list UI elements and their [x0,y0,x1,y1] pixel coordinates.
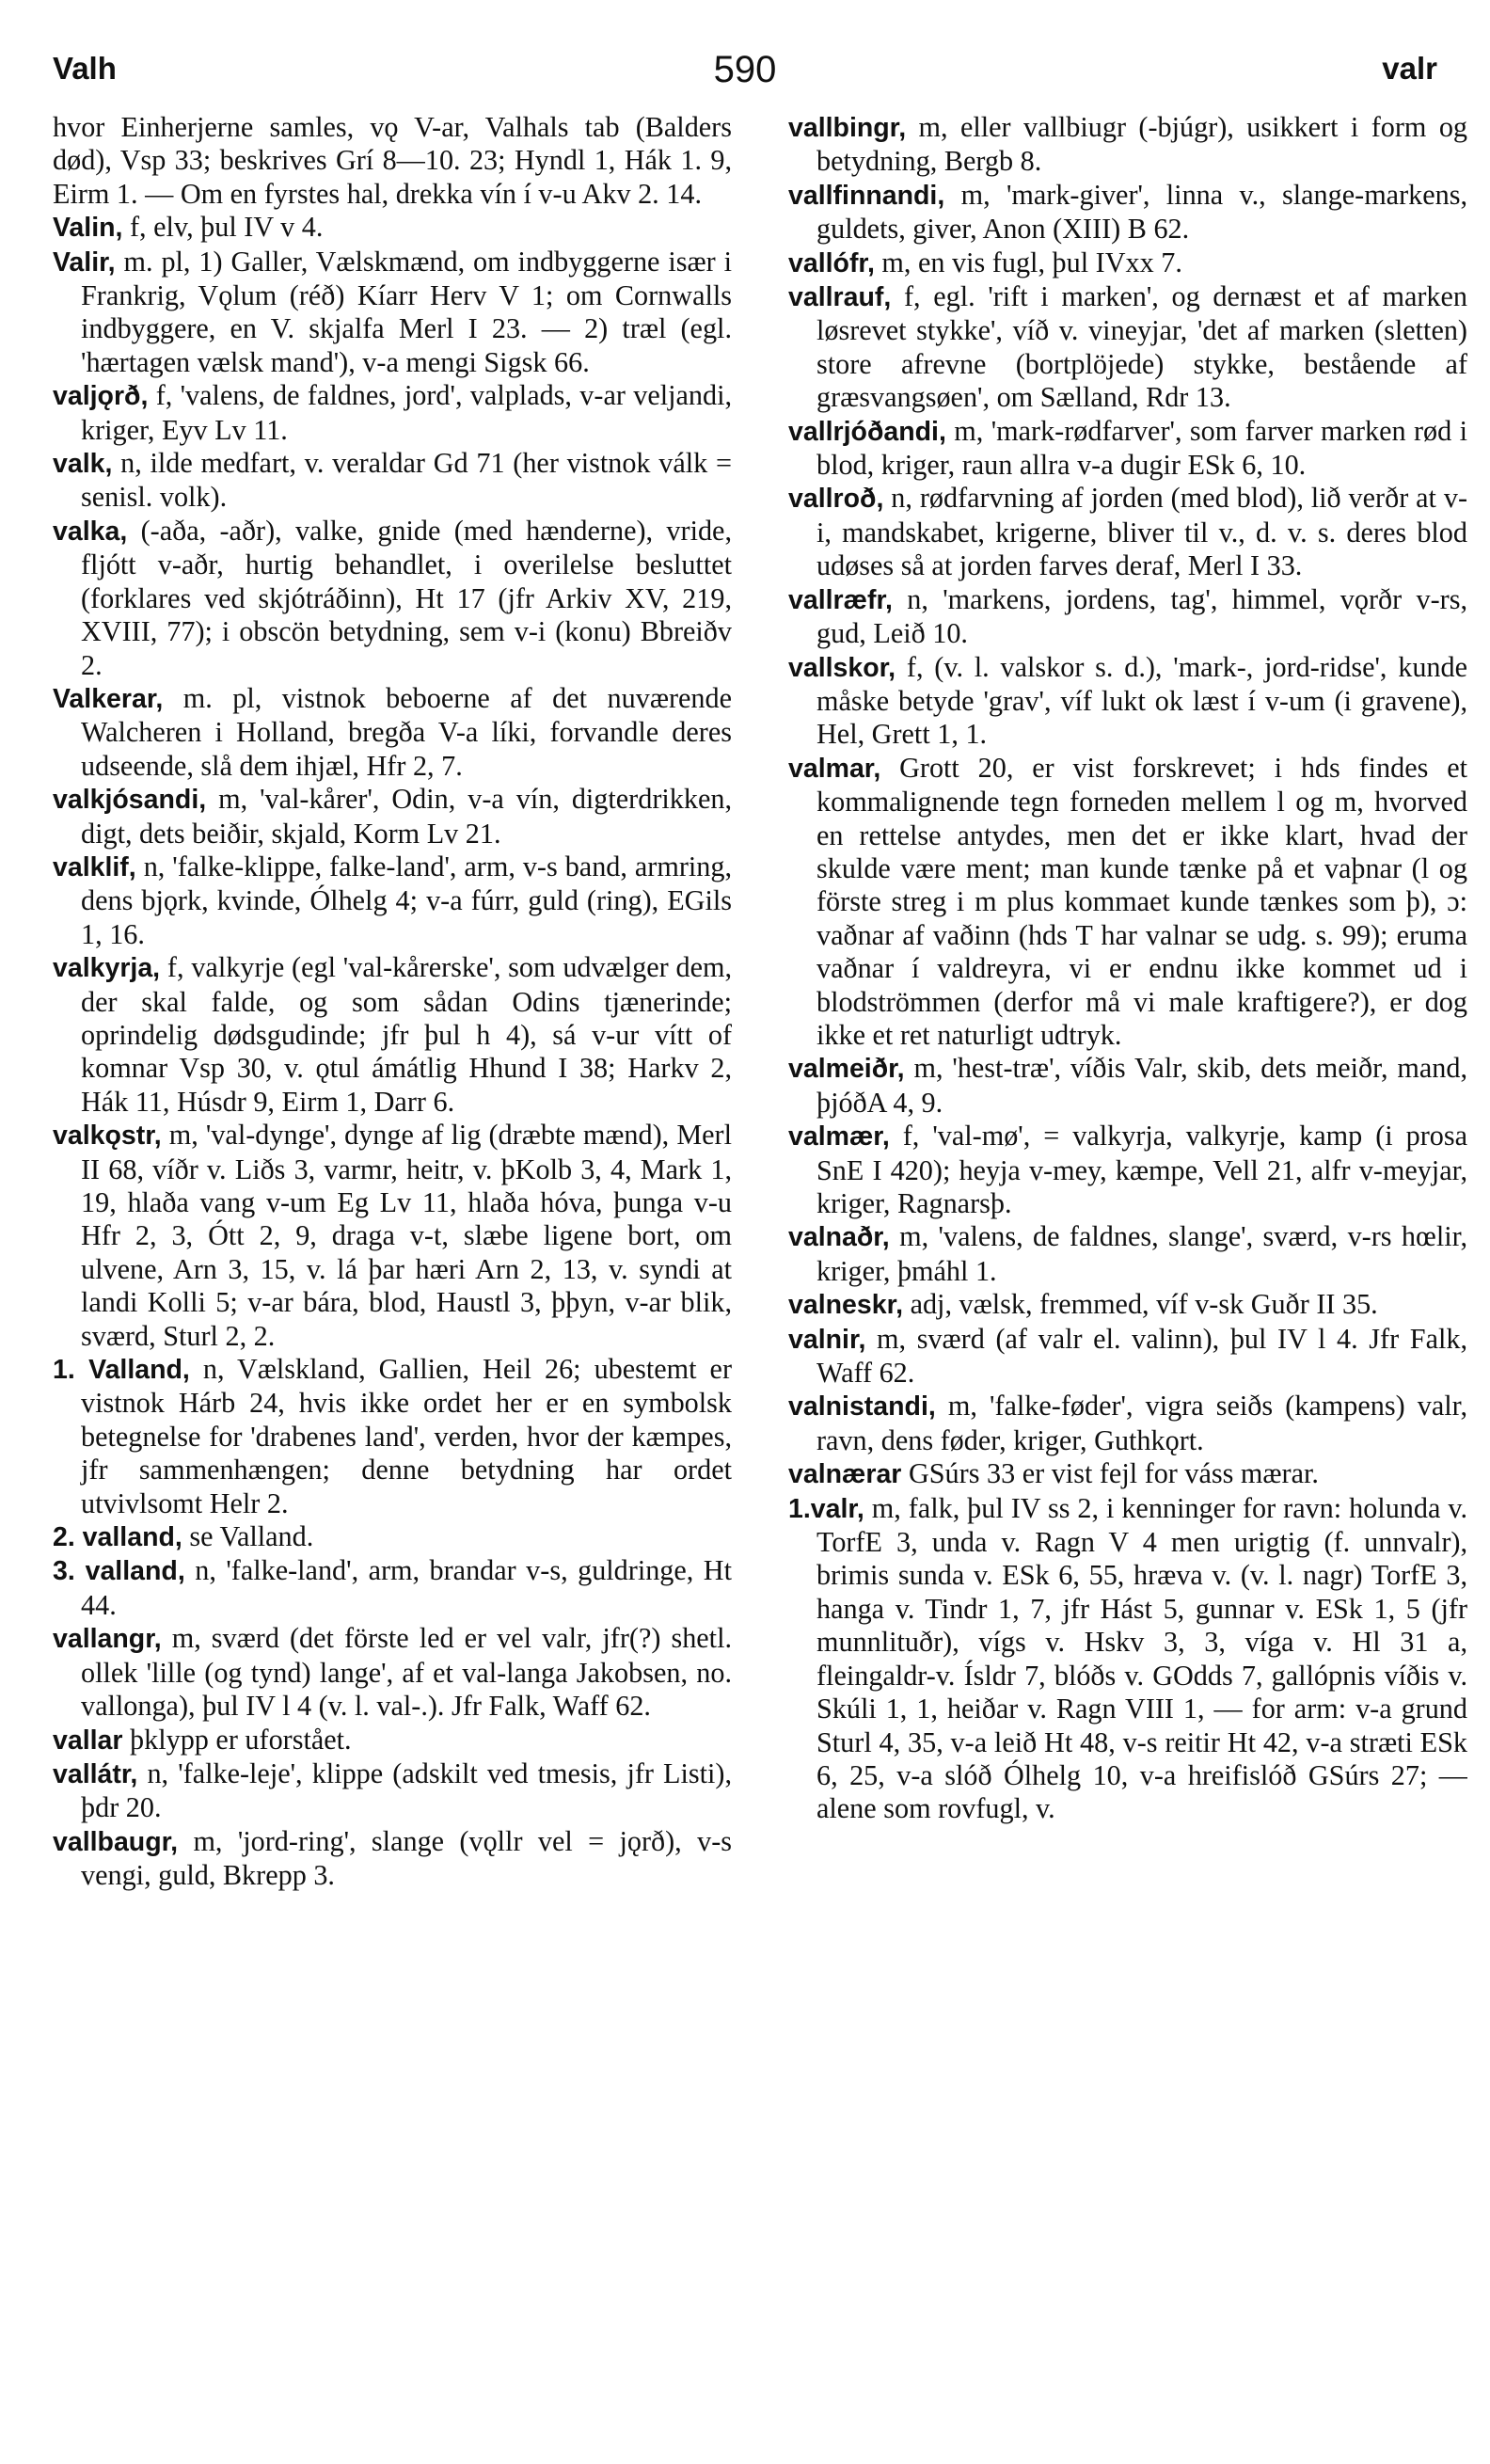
entry-definition: n, rødfarvning af jorden (med blod), lið verðr at v-i, mandskabet, krigerne, bliver til v., d. v. s. deres blod udøses så at jorden farves deraf, Merl I 33. [816,482,1467,582]
headword: valneskr, [788,1290,904,1321]
dictionary-entry [788,1492,1467,1826]
entry-definition: n, Vælskland, Gallien, Heil 26; ubestemt er vistnok Hárb 24, hvis ikke ordet her er en symbolsk betegnelse for 'drabenes land', verden, hvor der kæmpes, jfr sammenhængen; denne betydning har ordet utvivlsomt Helr 2. [81,1353,732,1519]
entry-definition: m, 'val-kårer', Odin, v-a vín, digterdrikken, digt, dets beiðir, skjald, Korm Lv 21. [81,783,732,850]
dictionary-entry [788,1457,1467,1491]
entry-definition: m, 'falke-føder', vigra seiðs (kampens) valr, ravn, dens føder, kriger, Guthkǫrt. [816,1390,1467,1456]
entry-definition: adj, vælsk, fremmed, víf v-sk Guðr II 35. [910,1288,1378,1321]
left-column [53,111,732,2435]
dictionary-entry [53,850,732,951]
entry-definition: (-aða, -aðr), valke, gnide (med hænderne), vride, fljótt v-aðr, hurtig behandlet, i overilelse besluttet (forklares ved skjótráðinn), Ht 17 (jfr Arkiv XV, 219, XVIII, 77); i obscön betydning, sem v-i (konu) Bbreiðv 2. [81,514,732,681]
entry-definition: m, sværd (af valr el. valinn), þul IV l 4. Jfr Falk, Waff 62. [816,1322,1467,1390]
entry-definition: n, ilde medfart, v. veraldar Gd 71 (her vistnok válk = senisl. volk). [81,447,732,514]
right-column [788,111,1467,2435]
dictionary-entry [788,280,1467,415]
dictionary-entry [53,951,732,1119]
headword: Valin, [53,213,123,244]
dictionary-entry [788,1390,1467,1457]
headword: valmar, [788,753,881,784]
entry-definition: n, 'falke-leje', klippe (adskilt ved tmesis, jfr Listi), þdr 20. [81,1757,732,1824]
dictionary-entry [788,583,1467,651]
dictionary-entry [788,1052,1467,1120]
headword: valmær, [788,1121,890,1153]
headword: vallangr, [53,1624,162,1655]
headword: valkǫstr, [53,1121,162,1152]
dictionary-entry [788,482,1467,582]
entry-definition: m, eller vallbiugr (-bjúgr), usikkert i form og betydning, Bergb 8. [816,111,1467,178]
dictionary-entry [788,1288,1467,1322]
entry-definition: m, 'jord-ring', slange (vǫllr vel = jǫrð), v-s vengi, guld, Bkrepp 3. [81,1824,732,1892]
headword: vallskor, [788,652,896,683]
dictionary-entry [53,1119,732,1353]
dictionary-entry [788,1323,1467,1391]
dictionary-entry [53,1622,732,1723]
headword: valka, [53,516,128,547]
entry-definition: þklypp er uforstået. [130,1723,352,1756]
headword: 2. valland, [53,1522,182,1553]
entry-definition: f, 'valens, de faldnes, jord', valplads, v-ar veljandi, kriger, Eyv Lv 11. [81,379,732,446]
dictionary-entry [788,752,1467,1053]
dictionary-entry [788,651,1467,752]
dictionary-entry [53,447,732,515]
headword: 3. valland, [53,1556,185,1587]
headword: valjǫrð, [53,381,149,412]
headword: valnir, [788,1324,866,1355]
dictionary-entry [53,111,732,211]
headword: valnærar [788,1459,902,1490]
dictionary-entry [53,1825,732,1893]
dictionary-entry [53,1520,732,1554]
headword: valnistandi, [788,1391,936,1423]
entry-definition: n, 'falke-land', arm, brandar v-s, guldringe, Ht 44. [81,1554,732,1621]
dictionary-entry [53,1554,732,1622]
page-number: 590 [713,49,777,90]
entry-definition: m, 'val-dynge', dynge af lig (dræbte mænd), Merl II 68, víðr v. Liðs 3, varmr, heitr, v. þKolb 3, 4, Mark 1, 19, hlaða vang v-um Eg Lv 11, hlaða hóva, þunga v-u Hfr 2, 3, Ótt 2, 9, draga v-t, slæbe ligene bort, om ulvene, Arn 3, 15, v. lá þar hæri Arn 2, 13, v. syndi at landi Kolli 5; v-ar bára, blod, Haustl 3, þþyn, v-ar blik, sværd, Sturl 2, 2. [81,1119,732,1352]
entry-definition: f, (v. l. valskor s. d.), 'mark-, jord-ridse', kunde måske betyde 'grav', víf lukt ok læst í v-um (i gravene), Hel, Grett 1, 1. [816,650,1467,751]
dictionary-entry [788,1220,1467,1288]
dictionary-entry [788,246,1467,280]
dictionary-entry [788,111,1467,179]
page-header [53,45,1437,102]
entry-definition: m, 'mark-giver', linna v., slange-markens, guldets, giver, Anon (XIII) B 62. [816,178,1467,246]
dictionary-entry [53,682,732,783]
headword: Valkerar, [53,683,164,714]
dictionary-entry [788,179,1467,246]
running-head-right: valr [1382,51,1437,86]
dictionary-entry [788,415,1467,483]
dictionary-entry [53,211,732,245]
entry-definition: se Valland. [189,1520,314,1553]
headword: vallófr, [788,247,875,278]
entry-definition: f, 'val-mø', = valkyrja, valkyrje, kamp (i prosa SnE I 420); heyja v-mey, kæmpe, Vell 21, alfr v-meyjar, kriger, Ragnarsþ. [816,1120,1467,1219]
headword: Valir, [53,246,116,278]
entry-definition: hvor Einherjerne samles, vǫ V-ar, Valhals tab (Balders død), Vsp 33; beskrives Grí 8—10. 23; Hyndl 1, Hák 1. 9, Eirm 1. — Om en fyrstes hal, drekka vín í v-u Akv 2. 14. [53,111,732,210]
dictionary-entry [53,1724,732,1757]
headword: valmeiðr, [788,1054,905,1085]
entry-definition: m, sværd (det förste led er vel valr, jfr(?) shetl. ollek 'lille (og tynd) lange', af et val-langa Jakobsen, no. vallonga), þul IV l 4 (v. l. val-.). Jfr Falk, Waff 62. [81,1622,732,1723]
headword: valklif, [53,851,136,882]
headword: valkjósandi, [53,785,207,816]
entry-definition: m, en vis fugl, þul IVxx 7. [881,246,1182,278]
dictionary-entry [53,515,732,682]
headword: vallar [53,1725,123,1756]
headword: vallbingr, [788,113,907,143]
dictionary-entry [53,379,732,447]
running-head-left: Valh [53,51,117,86]
headword: 1. Valland, [53,1355,190,1386]
entry-definition: m, 'mark-rødfarver', som farver marken rød i blod, kriger, raun allra v-a dugir ESk 6, 10. [816,414,1467,482]
headword: vallroð, [788,484,884,515]
entry-definition: f, elv, þul IV v 4. [130,211,324,244]
entry-definition: n, 'markens, jordens, tag', himmel, vǫrðr v-rs, gud, Leið 10. [816,582,1467,650]
headword: vallfinnandi, [788,180,945,211]
entry-definition: m. pl, 1) Galler, Vælskmænd, om indbyggerne især i Frankrig, Vǫlum (réð) Kíarr Herv V 1; om Cornwalls indbyggere, en V. skjalfa Merl I 23. — 2) træl (egl. 'hærtagen vælsk mand'), v-a mengi Sigsk 66. [81,245,732,378]
dictionary-entry [53,1757,732,1825]
entry-definition: m. pl, vistnok beboerne af det nuværende Walcheren i Holland, bregða V-a líki, forvandle deres udseende, slå dem ihjæl, Hfr 2, 7. [81,681,732,782]
dictionary-entry [53,783,732,850]
entry-definition: n, 'falke-klippe, falke-land', arm, v-s band, armring, dens bjǫrk, kvinde, Ólhelg 4; v-a fúrr, guld (ring), EGils 1, 16. [81,850,732,950]
entry-definition: f, valkyrje (egl 'val-kårerske', som udvælger dem, der skal falde, og som sådan Odins tjænerinde; oprindelig dødsgudinde; jfr þul h 4), sá v-ur vítt of komnar Vsp 30, v. ǫtul ámátlig Hhund I 38; Harkv 2, Hák 11, Húsdr 9, Eirm 1, Darr 6. [81,951,732,1118]
headword: valk, [53,449,113,480]
entry-definition: m, falk, þul IV ss 2, i kenninger for ravn: holunda v. TorfE 3, unda v. Ragn V 4 men urigtig (f. unnvalr), brimis sunda v. ESk 6, 55, hræva v. (v. l. nagr) TorfE 3, hanga v. Tindr 1, 7, jfr Hást 5, gunnar v. ESk 1, 5 (jfr munnlituðr), vígs v. Hskv 3, 3, víga v. Hl 31 a, fleingaldr-v. Ísldr 7, blóðs v. GOdds 7, gallópnis víðis v. Skúli 1, 1, heiðar v. Ragn VIII 1, — for arm: v-a grund Sturl 4, 35, v-a leið Ht 48, v-s reitir Ht 42, v-a stræti ESk 6, 25, v-a slóð Ólhelg 10, v-a hreifislóð GSúrs 27; — alene som rovfugl, v. [816,1491,1467,1825]
headword: vallræfr, [788,584,893,615]
dictionary-entry [788,1120,1467,1220]
dictionary-entry [53,1353,732,1520]
headword: vallrjóðandi, [788,416,946,447]
entry-definition: GSúrs 33 er vist fejl for váss mærar. [908,1457,1319,1490]
entry-definition: f, egl. 'rift i marken', og dernæst et af marken løsrevet stykke', víð v. vineyjar, 'det af marken (sletten) store afrevne (bortplöjede) stykke, bestående af græsvangsøen', om Sælland, Rdr 13. [816,280,1467,414]
headword: valnaðr, [788,1222,890,1253]
headword: vallrauf, [788,282,892,313]
dictionary-entry [53,246,732,380]
entry-definition: Grott 20, er vist forskrevet; i hds findes et kommalignende tegn forneden mellem l og m, hvorved en rettelse antydes, men det er ikke klart, hvad der skulde være ment; man kunde tænke på et vaþnar (l og förste streg i m plus kommaet kunde tænkes som þ), ɔ: vaðnar af vaðinn (hds T har valnar se udg. s. 99); eruma vaðnar í valdreyra, vi er endnu ikke kommet ud i blodströmmen (derfor må vi male kraftigere?), er dog ikke et ret naturligt udtryk. [816,751,1467,1051]
headword: vallátr, [53,1758,138,1789]
headword: vallbaugr, [53,1826,179,1857]
entry-definition: m, 'hest-træ', víðis Valr, skib, dets meiðr, mand, þjóðA 4, 9. [816,1052,1467,1119]
headword: valkyrja, [53,953,161,984]
headword: 1.valr, [788,1493,864,1524]
entry-definition: m, 'valens, de faldnes, slange', sværd, v-rs hœlir, kriger, þmáhl 1. [816,1220,1467,1287]
